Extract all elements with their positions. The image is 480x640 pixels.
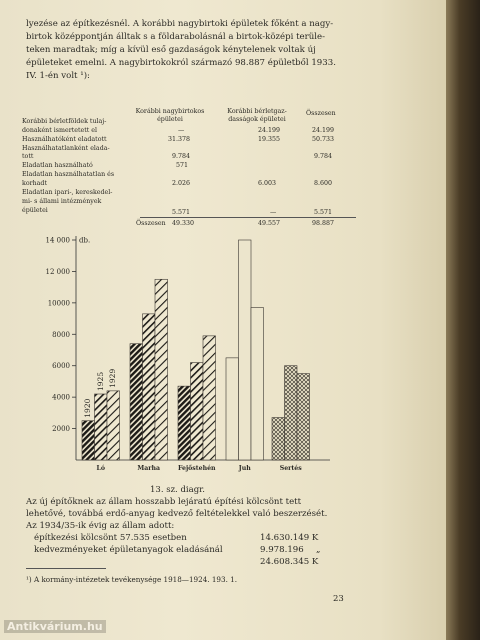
- text-line: Az 1934/35-ik évig az állam adott:: [26, 521, 175, 531]
- row-value: 9.784: [314, 153, 333, 160]
- row-value: 6.003: [258, 180, 277, 187]
- ledger-amount: 9.978.196: [260, 545, 304, 555]
- series-label: 1920: [83, 398, 93, 418]
- text-line: lehetővé, továbbá erdő-anyag kedvező feltételekkel való beszerzését.: [26, 509, 328, 519]
- row-label: tott: [22, 153, 34, 160]
- row-value: 8.600: [314, 180, 333, 187]
- row-value: 9.784: [172, 153, 191, 160]
- total-value: 49.557: [258, 220, 281, 227]
- credit-paragraph: [26, 496, 344, 568]
- ledger-row: [26, 556, 344, 568]
- row-value: 50.733: [312, 136, 335, 143]
- ledger-amount: 14.630.149 K: [260, 533, 319, 543]
- x-category-label: Marha: [137, 465, 161, 472]
- row-value: 5.571: [172, 209, 191, 216]
- bar-Juh-1920: [226, 358, 239, 460]
- row-label: Használhatóként eladatott: [22, 136, 107, 143]
- intro-paragraph: [26, 18, 344, 83]
- bar-Sertés-1925: [285, 366, 298, 460]
- page-number: 23: [333, 594, 344, 604]
- y-unit-label: db.: [79, 236, 91, 245]
- series-label: 1929: [108, 368, 118, 388]
- row-value: 19.355: [258, 136, 281, 143]
- ledger-text: építkezési kölcsönt 57.535 esetben: [34, 533, 187, 543]
- table-header-3: Összesen: [306, 110, 336, 117]
- building-table: [22, 108, 358, 232]
- text-line: Az új építőknek az állam hosszabb lejáratú építési kölcsönt tett: [26, 497, 302, 507]
- ledger-row: [26, 532, 344, 544]
- row-value: 5.571: [314, 209, 333, 216]
- row-value: —: [178, 127, 185, 134]
- series-label: 1925: [95, 371, 105, 391]
- y-tick-label: 12 000: [45, 267, 70, 276]
- ledger-ditto: „: [316, 545, 321, 555]
- y-tick-label: 4000: [52, 393, 70, 402]
- total-rule: [140, 217, 356, 218]
- bar-Fejőstehén-1925: [191, 363, 204, 460]
- total-value: 98.887: [312, 220, 335, 227]
- ledger-row: [26, 544, 344, 556]
- bar-Fejőstehén-1929: [203, 336, 216, 460]
- bar-Sertés-1920: [272, 418, 285, 460]
- table-header-2: Korábbi bérletgaz-dasságok épületei: [227, 108, 287, 123]
- bar-Marha-1925: [143, 314, 156, 460]
- watermark: Antikvárium.hu: [4, 620, 106, 633]
- total-label: Összesen: [136, 220, 166, 227]
- table-header-1: Korábbi nagybirtokos épületei: [135, 108, 205, 123]
- livestock-bar-chart: [0, 228, 446, 488]
- row-label: Korábbi bérletföldek tulaj-: [22, 118, 107, 125]
- row-label: Eladatlan használhatatlan és: [22, 171, 115, 178]
- row-value: 31.378: [168, 136, 191, 143]
- row-value: —: [270, 209, 277, 216]
- footnote-rule: [26, 568, 106, 569]
- bar-Ló-1920: [82, 421, 95, 460]
- ledger-amount: 24.608.345 K: [260, 557, 319, 567]
- bar-Juh-1929: [251, 308, 264, 460]
- bar-Ló-1929: [107, 391, 120, 460]
- row-label: Eladatlan ipari-, kereskedel-: [22, 189, 113, 196]
- text-line: IV. 1-én volt ¹):: [26, 71, 90, 81]
- footnote: ¹) A kormány-intézetek tevékenysége 1918—1924. 193. 1.: [26, 575, 237, 584]
- y-tick-label: 10000: [47, 299, 70, 308]
- bar-Juh-1925: [239, 240, 252, 460]
- row-label: donaként ismertetett el: [22, 127, 98, 134]
- ledger-text: kedvezményeket épületanyagok eladásánál: [34, 545, 223, 555]
- bar-Marha-1920: [130, 344, 143, 460]
- x-category-label: Sertés: [279, 465, 302, 472]
- row-label: Használhatatlanként elada-: [22, 145, 110, 152]
- bar-Ló-1925: [95, 394, 108, 460]
- row-value: 24.199: [258, 127, 281, 134]
- y-tick-label: 6000: [52, 362, 70, 371]
- y-tick-label: 8000: [52, 330, 70, 339]
- row-value: 571: [176, 162, 189, 169]
- total-value: 49.330: [172, 220, 195, 227]
- row-label: Eladatlan használható: [22, 162, 93, 169]
- row-value: 2.026: [172, 180, 191, 187]
- x-category-label: Fejőstehén: [177, 465, 216, 472]
- row-label: mi- s állami intézmények: [22, 198, 102, 205]
- text-line: birtok középpontján álltak s a földarabolásnál a birtok-középi terüle-: [26, 32, 326, 42]
- bar-Sertés-1929: [297, 374, 310, 460]
- y-tick-label: 14 000: [45, 236, 70, 245]
- text-line: épületeket emelni. A nagybirtokokról származó 98.887 épületből 1933.: [26, 58, 336, 68]
- text-line: teken maradtak; míg a kívül eső gazdaságok kénytelenek voltak új: [26, 45, 316, 55]
- y-tick-label: 2000: [52, 425, 70, 434]
- chart-caption: 13. sz. diagr.: [150, 485, 205, 495]
- bar-Fejőstehén-1920: [178, 386, 191, 460]
- book-spine-edge: [446, 0, 480, 640]
- row-label: korhadt: [22, 180, 47, 187]
- row-value: 24.199: [312, 127, 335, 134]
- text-line: lyezése az építkezésnél. A korábbi nagybirtoki épületek főként a nagy-: [26, 19, 334, 29]
- bar-Marha-1929: [155, 279, 168, 460]
- row-label: épületei: [22, 207, 48, 214]
- x-category-label: Ló: [96, 465, 105, 472]
- x-category-label: Juh: [238, 465, 251, 472]
